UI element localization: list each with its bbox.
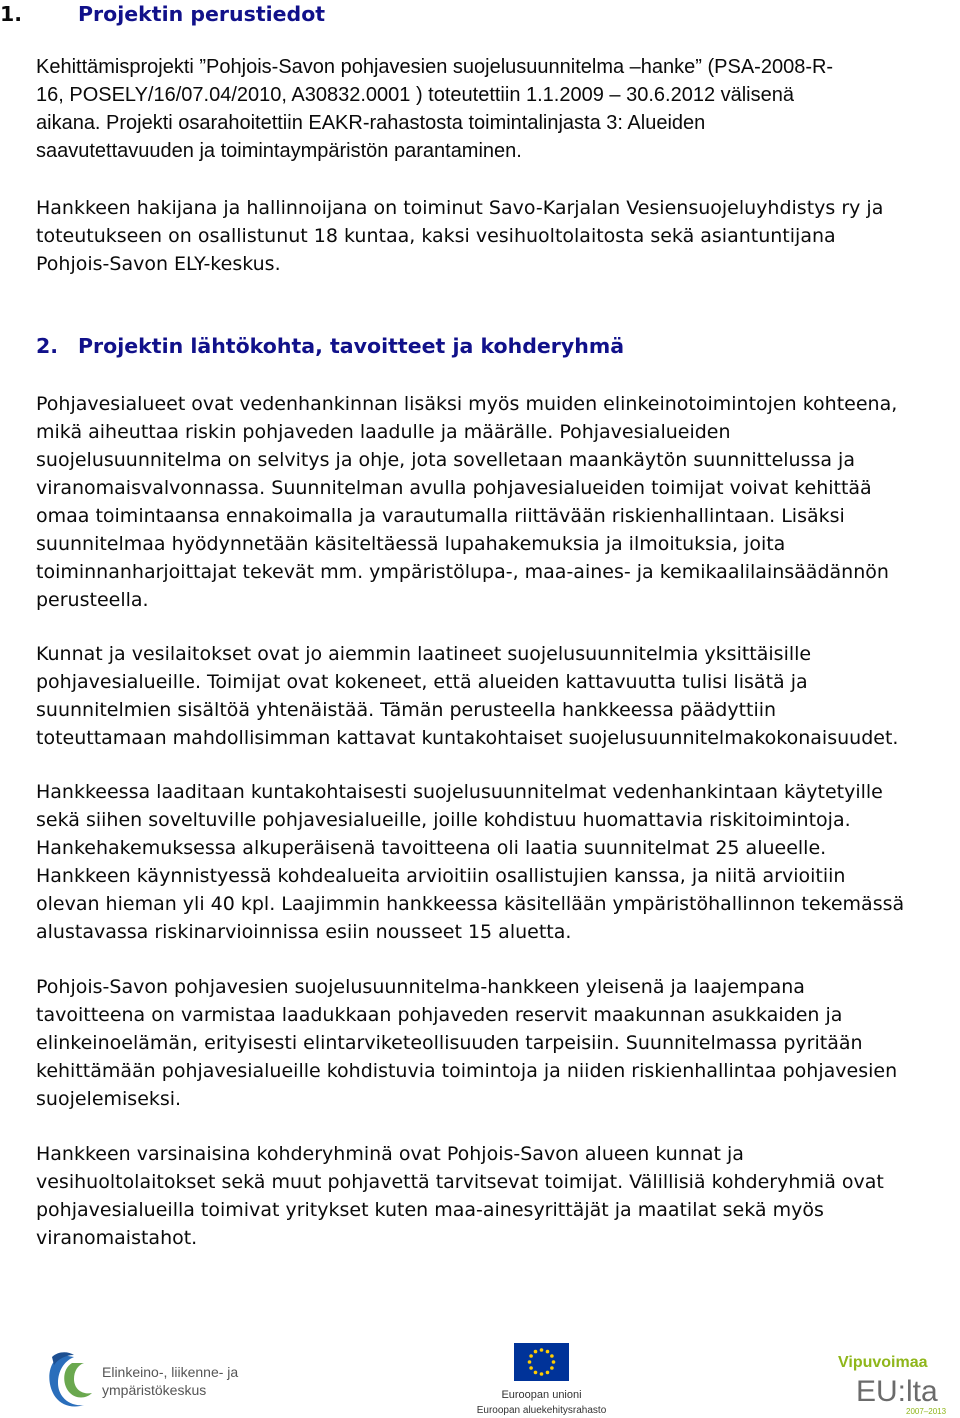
paragraph (36, 973, 956, 1113)
text-line: aikana. Projekti osarahoitettiin EAKR-rahastosta toimintalinjasta 3: Alueiden (36, 112, 706, 134)
vipu-line2: EU:lta (856, 1375, 938, 1408)
text-line: suojelemiseksi. (36, 1088, 182, 1110)
text-line: sekä siihen soveltuville pohjavesialueille, joille kohdistuu huomattavia riskitoimintoja. (36, 809, 851, 831)
text-line: suunnitelmien sisältöä yhtenäistää. Tämän perusteella hankkeessa päädyttiin (36, 699, 777, 721)
section-number: 2. (36, 334, 59, 358)
text-line: viranomaisvalvonnassa. Suunnitelman avulla pohjavesialueiden toimijat voivat kehittää (36, 477, 872, 499)
text-line: omaa toimintaansa ennakoimalla ja varautumalla riittävään riskienhallintaan. Lisäksi (36, 505, 845, 527)
footer-logos (0, 1335, 960, 1418)
text-line: toteuttamaan mahdollisimman kattavat kuntakohtaiset suojelusuunnitelmakokonaisuudet. (36, 727, 899, 749)
text-line: viranomaistahot. (36, 1227, 198, 1249)
text-line: pohjavesialueilla toimivat yritykset kuten maa-ainesyrittäjät ja maatilat sekä myös (36, 1199, 824, 1221)
ely-keskus-logo (44, 1351, 239, 1413)
text-line: elinkeinoelämän, erityisesti elintarviketeollisuuden tarpeisiin. Suunnitelmassa pyritään (36, 1032, 863, 1054)
text-line: Pohjavesialueet ovat vedenhankinnan lisäksi myös muiden elinkeinotoimintojen kohteena, (36, 393, 898, 415)
text-line: alustavassa riskinarvioinnissa esiin nousseet 15 aluetta. (36, 921, 572, 943)
paragraph (36, 1140, 956, 1252)
vipu-line1: Vipuvoimaa (838, 1354, 928, 1371)
paragraph (36, 390, 956, 614)
section-title: Projektin perustiedot (78, 2, 326, 26)
text-line: Kehittämisprojekti ”Pohjois-Savon pohjavesien suojelusuunnitelma –hanke” (PSA-2008-R- (36, 56, 834, 78)
text-line: kehittämään pohjavesialueille kohdistuvia toimintoja ja niiden riskienhallintaa pohjavesien (36, 1060, 898, 1082)
text-line: Pohjois-Savon ELY-keskus. (36, 253, 281, 275)
text-line: Kunnat ja vesilaitokset ovat jo aiemmin laatineet suojelusuunnitelmia yksittäisille (36, 643, 812, 665)
vipu-years: 2007–2013 (906, 1407, 947, 1416)
text-line: Hankkeen käynnistyessä kohdealueita arvioitiin osallistujien kanssa, ja niitä arvioitiin (36, 865, 846, 887)
eu-line2: Euroopan aluekehitysrahasto (476, 1405, 607, 1416)
text-line: Hankkeen hakijana ja hallinnoijana on toiminut Savo-Karjalan Vesiensuojeluyhdistys ry ja (36, 197, 884, 219)
text-line: 16, POSELY/16/07.04/2010, A30832.0001 ) toteutettiin 1.1.2009 – 30.6.2012 välisenä (36, 84, 794, 106)
text-line: olevan hieman yli 40 kpl. Laajimmin hankkeessa käsitellään ympäristöhallinnon tekemässä (36, 893, 905, 915)
paragraph (36, 53, 956, 165)
ely-line1: Elinkeino-, liikenne- ja (102, 1364, 239, 1380)
text-line: perusteella. (36, 589, 149, 611)
text-line: suojelusuunnitelma on selvitys ja ohje, jota sovelletaan maankäytön suunnittelussa ja (36, 449, 855, 471)
ely-swirl-icon (49, 1352, 92, 1406)
paragraph (36, 778, 956, 946)
vipuvoimaa-logo (836, 1349, 956, 1417)
text-line: Hankkeen varsinaisina kohderyhminä ovat Pohjois-Savon alueen kunnat ja (36, 1143, 744, 1165)
text-line: suunnitelmaa hyödynnetään käsiteltäessä lupahakemuksia ja ilmoituksia, joita (36, 533, 786, 555)
text-line: toiminnanharjoittajat tekevät mm. ympäristölupa-, maa-aines- ja kemikaalilainsäädännön (36, 561, 889, 583)
ely-line2: ympäristökeskus (102, 1382, 207, 1398)
section-number: 1. (0, 2, 23, 26)
text-line: tavoitteena on varmistaa laadukkaan pohjaveden reservit maakunnan asukkaiden ja (36, 1004, 843, 1026)
text-line: Pohjois-Savon pohjavesien suojelusuunnitelma-hankkeen yleisenä ja laajempana (36, 976, 805, 998)
text-line: mikä aiheuttaa riskin pohjaveden laadulle ja määrälle. Pohjavesialueiden (36, 421, 731, 443)
paragraph (36, 640, 956, 752)
text-line: Hankehakemuksessa alkuperäisenä tavoitteena oli laatia suunnitelmat 25 alueelle. (36, 837, 827, 859)
text-line: saavutettavuuden ja toimintaympäristön parantaminen. (36, 140, 522, 162)
text-line: Hankkeessa laaditaan kuntakohtaisesti suojelusuunnitelmat vedenhankintaan käytetyille (36, 781, 883, 803)
text-line: toteutukseen on osallistunut 18 kuntaa, kaksi vesihuoltolaitosta sekä asiantuntijana (36, 225, 836, 247)
paragraph (36, 194, 956, 278)
eu-logo (476, 1343, 607, 1418)
text-line: pohjavesialueille. Toimijat ovat kokeneet, että alueiden kattavuutta tulisi lisätä ja (36, 671, 808, 693)
text-line: vesihuoltolaitokset sekä muut pohjavettä tarvitsevat toimijat. Välillisiä kohderyhmiä ovat (36, 1171, 884, 1193)
eu-line1: Euroopan unioni (501, 1389, 582, 1401)
section-title: Projektin lähtökohta, tavoitteet ja kohderyhmä (78, 334, 625, 358)
